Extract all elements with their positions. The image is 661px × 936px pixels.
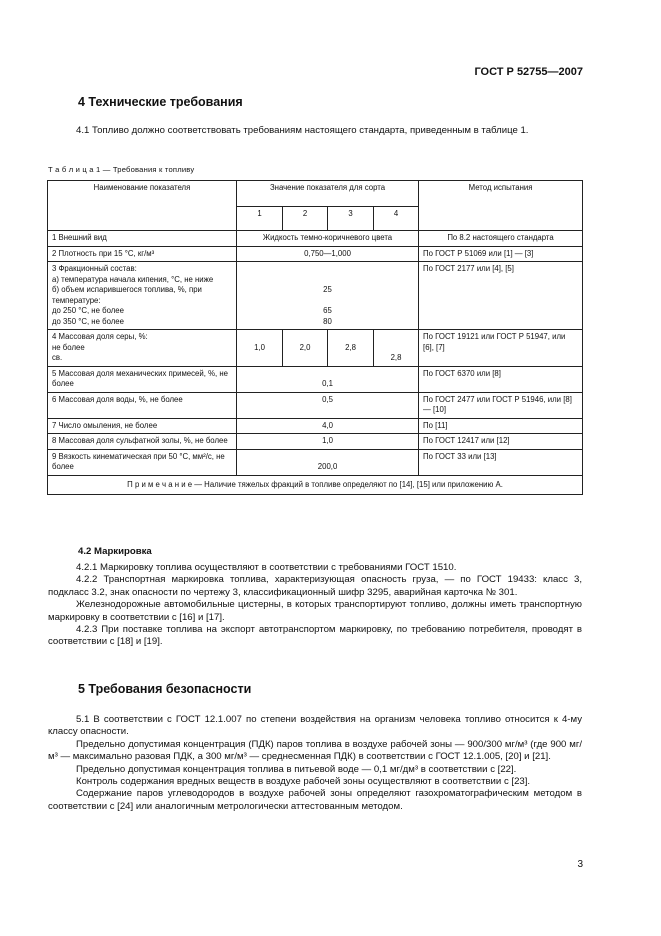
row-4-grade-4: 2,8 (374, 330, 419, 367)
grade-4: 4 (374, 207, 419, 231)
row-2-name: 2 Плотность при 15 °С, кг/м³ (48, 246, 237, 262)
requirements-table (47, 180, 583, 495)
row-1-method: По 8.2 настоящего стандарта (419, 231, 583, 247)
row-2-method: По ГОСТ Р 51069 или [1] — [3] (419, 246, 583, 262)
section-4-2-title: 4.2 Маркировка (78, 546, 152, 557)
row-3-method: По ГОСТ 2177 или [4], [5] (419, 262, 583, 330)
row-4-grade-1: 1,0 (237, 330, 283, 367)
grade-1: 1 (237, 207, 283, 231)
row-7-name: 7 Число омыления, не более (48, 418, 237, 434)
page-number: 3 (577, 859, 583, 870)
paragraph-5-1-b: Предельно допустимая концентрация (ПДК) паров топлива в воздухе рабочей зоны — 900/300 мг/м³ (где 900 мг/м³ — максимально разовая ПДК, а 300 мг/м³ — среднесменная ПДК) в соответствии с ГОСТ 12.1.005, [20] и [21]. (48, 738, 582, 763)
grade-3: 3 (328, 207, 374, 231)
row-4-grade-2: 2,0 (283, 330, 328, 367)
row-8-method: По ГОСТ 12417 или [12] (419, 434, 583, 450)
header-value: Значение показателя для сорта (237, 181, 419, 207)
row-8-value: 1,0 (237, 434, 419, 450)
section-5-body (48, 714, 582, 813)
row-4-name: 4 Массовая доля серы, %: не более св. (48, 330, 237, 367)
row-5-value: 0,1 (237, 366, 419, 392)
row-1-name: 1 Внешний вид (48, 231, 237, 247)
row-7-method: По [11] (419, 418, 583, 434)
table-caption: Т а б л и ц а 1 — Требования к топливу (48, 165, 195, 174)
row-6-value: 0,5 (237, 392, 419, 418)
row-4-grade-3: 2,8 (328, 330, 374, 367)
row-6-name: 6 Массовая доля воды, %, не более (48, 392, 237, 418)
table-note: П р и м е ч а н и е — Наличие тяжелых фракций в топливе определяют по [14], [15] или приложению А. (48, 475, 583, 495)
row-5-name: 5 Массовая доля механических примесей, %, не более (48, 366, 237, 392)
paragraph-5-1-c: Предельно допустимая концентрация топлива в питьевой воде — 0,1 мг/дм³ в соответствии с [22]. (76, 763, 517, 775)
row-9-method: По ГОСТ 33 или [13] (419, 449, 583, 475)
paragraph-4-2-1: 4.2.1 Маркировку топлива осуществляют в соответствии с требованиями ГОСТ 1510. (76, 562, 457, 573)
paragraph-5-1-d: Контроль содержания вредных веществ в воздухе рабочей зоны осуществляют в соответствии с [23]. (76, 776, 531, 788)
paragraph-4-1: 4.1 Топливо должно соответствовать требованиям настоящего стандарта, приведенным в таблице 1. (76, 125, 529, 136)
row-8-name: 8 Массовая доля сульфатной золы, %, не более (48, 434, 237, 450)
section-4-2-body (48, 562, 582, 649)
row-6-method: По ГОСТ 2477 или ГОСТ Р 51946, или [8] — [10] (419, 392, 583, 418)
row-1-value: Жидкость темно-коричневого цвета (237, 231, 419, 247)
header-name: Наименование показателя (48, 181, 237, 231)
paragraph-5-1-e: Содержание паров углеводородов в воздухе рабочей зоны определяют газохроматографическим методом в соответствии с [24] или аналогичным метрологически аттестованным методом. (48, 788, 582, 812)
section-4-title: 4 Технические требования (78, 95, 243, 109)
grade-2: 2 (283, 207, 328, 231)
row-3-value: 25 65 80 (237, 262, 419, 330)
row-9-name: 9 Вязкость кинематическая при 50 °С, мм²/с, не более (48, 449, 237, 475)
row-9-value: 200,0 (237, 449, 419, 475)
row-4-method: По ГОСТ 19121 или ГОСТ Р 51947, или [6], [7] (419, 330, 583, 367)
paragraph-4-2-2: 4.2.2 Транспортная маркировка топлива, характеризующая опасность груза, — по ГОСТ 19433: класс 3, подкласс 3.2, знак опасности по чертежу 3, классификационный шифр 3295, аварийная карточка № 301. (48, 574, 582, 598)
section-5-title: 5 Требования безопасности (78, 682, 252, 696)
header-method: Метод испытания (419, 181, 583, 231)
row-3-name: 3 Фракционный состав: а) температура начала кипения, °С, не ниже б) объем испарившегося топлива, %, при температуре: до 250 °С, не более до 350 °С, не более (48, 262, 237, 330)
row-5-method: По ГОСТ 6370 или [8] (419, 366, 583, 392)
paragraph-5-1: 5.1 В соответствии с ГОСТ 12.1.007 по степени воздействия на организм человека топливо относится к 4-му классу опасности. (48, 714, 582, 738)
document-code: ГОСТ Р 52755—2007 (474, 66, 583, 78)
paragraph-4-2-3: 4.2.3 При поставке топлива на экспорт автотранспортом маркировку, по требованию потребителя, проводят в соответствии с [18] и [19]. (48, 624, 582, 648)
row-2-value: 0,750—1,000 (237, 246, 419, 262)
paragraph-4-2-2-b: Железнодорожные автомобильные цистерны, в которых транспортируют топливо, должны иметь транспортную маркировку в соответствии с [16] и [17]. (48, 599, 582, 623)
row-7-value: 4,0 (237, 418, 419, 434)
